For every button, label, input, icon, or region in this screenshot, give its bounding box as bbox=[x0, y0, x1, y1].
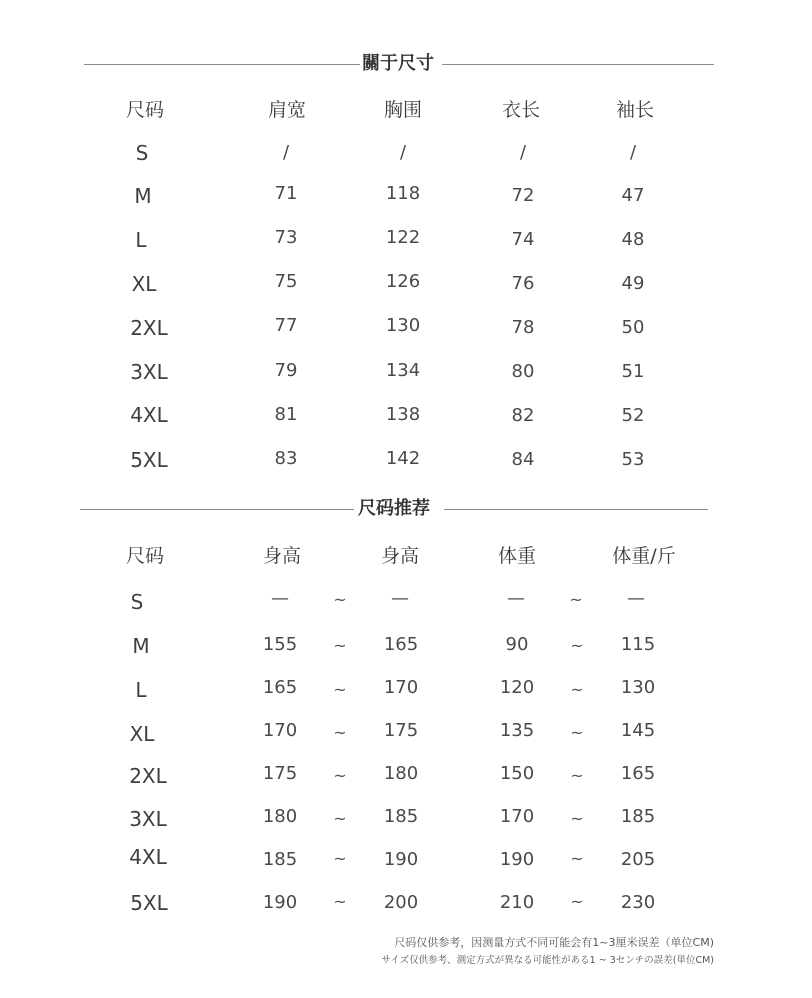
header-shoulder: 肩宽 bbox=[267, 99, 307, 121]
shoulder-value: 73 bbox=[274, 227, 298, 248]
sleeve-value: 50 bbox=[621, 317, 645, 338]
height-max-value: 185 bbox=[383, 806, 419, 827]
weight-min-value: 120 bbox=[499, 677, 535, 698]
divider-left bbox=[84, 64, 360, 65]
chest-value: 126 bbox=[385, 271, 421, 292]
height-min-value: 180 bbox=[262, 806, 298, 827]
weight-max-value: 230 bbox=[620, 892, 656, 913]
shoulder-value: 71 bbox=[274, 183, 298, 204]
section-title-size-info: 關于尺寸 bbox=[362, 53, 434, 74]
range-separator: ~ bbox=[570, 636, 584, 655]
length-value: 74 bbox=[511, 229, 535, 250]
footnote-japanese: サイズ仅供参考、測定方式が異なる可能性がある1 ~ 3センチの誤差(単位CM) bbox=[381, 955, 714, 966]
range-separator: ~ bbox=[333, 636, 347, 655]
size-label: 2XL bbox=[129, 764, 167, 788]
height-max-value: 180 bbox=[383, 763, 419, 784]
header-height-min: 身高 bbox=[262, 545, 302, 567]
chest-value: 118 bbox=[385, 183, 421, 204]
range-separator: ~ bbox=[570, 680, 584, 699]
header-weight-max: 体重/斤 bbox=[612, 545, 676, 567]
weight-min-value: 170 bbox=[499, 806, 535, 827]
sleeve-value: 53 bbox=[621, 449, 645, 470]
range-separator: ~ bbox=[570, 723, 584, 742]
chest-value: 138 bbox=[385, 404, 421, 425]
footnote-chinese: 尺码仅供参考，因测量方式不同可能会有1~3厘米误差（单位CM) bbox=[394, 936, 714, 949]
height-min-value: — bbox=[271, 588, 289, 609]
range-separator: ~ bbox=[333, 766, 347, 785]
size-label: S bbox=[135, 141, 149, 165]
height-min-value: 185 bbox=[262, 849, 298, 870]
range-separator: ~ bbox=[333, 723, 347, 742]
weight-max-value: 165 bbox=[620, 763, 656, 784]
length-value: 78 bbox=[511, 317, 535, 338]
size-label: XL bbox=[129, 722, 155, 746]
shoulder-value: 79 bbox=[274, 360, 298, 381]
sleeve-value: 47 bbox=[621, 185, 645, 206]
shoulder-value: 77 bbox=[274, 315, 298, 336]
size-label: XL bbox=[131, 272, 157, 296]
range-separator: ~ bbox=[333, 892, 347, 911]
sleeve-value: 52 bbox=[621, 405, 645, 426]
chest-value: 142 bbox=[385, 448, 421, 469]
section-title-size-recommendation: 尺码推荐 bbox=[358, 498, 430, 519]
weight-min-value: 150 bbox=[499, 763, 535, 784]
size-label: 5XL bbox=[130, 448, 168, 472]
range-separator: ~ bbox=[570, 849, 584, 868]
header-chest: 胸围 bbox=[383, 99, 423, 121]
header-size: 尺码 bbox=[125, 545, 165, 567]
section-header-size-info bbox=[80, 52, 712, 76]
header-sleeve: 袖长 bbox=[615, 99, 655, 121]
range-separator: ~ bbox=[333, 590, 347, 609]
size-label: S bbox=[130, 590, 144, 614]
size-label: L bbox=[135, 678, 147, 702]
height-max-value: — bbox=[391, 588, 409, 609]
height-min-value: 170 bbox=[262, 720, 298, 741]
divider-right bbox=[444, 509, 708, 510]
height-max-value: 165 bbox=[383, 634, 419, 655]
sleeve-value: 51 bbox=[621, 361, 645, 382]
weight-min-value: 210 bbox=[499, 892, 535, 913]
chest-value: 122 bbox=[385, 227, 421, 248]
header-length: 衣长 bbox=[501, 99, 541, 121]
length-value: / bbox=[519, 142, 527, 163]
length-value: 84 bbox=[511, 449, 535, 470]
sleeve-value: 48 bbox=[621, 229, 645, 250]
section-header-size-recommendation bbox=[80, 497, 712, 521]
range-separator: ~ bbox=[570, 766, 584, 785]
height-max-value: 175 bbox=[383, 720, 419, 741]
size-label: 5XL bbox=[130, 891, 168, 915]
divider-right bbox=[442, 64, 714, 65]
header-weight-min: 体重 bbox=[497, 545, 537, 567]
range-separator: ~ bbox=[333, 849, 347, 868]
header-size: 尺码 bbox=[125, 99, 165, 121]
weight-min-value: 190 bbox=[499, 849, 535, 870]
weight-max-value: 205 bbox=[620, 849, 656, 870]
weight-min-value: 90 bbox=[505, 634, 529, 655]
chest-value: / bbox=[399, 142, 407, 163]
range-separator: ~ bbox=[570, 892, 584, 911]
height-max-value: 200 bbox=[383, 892, 419, 913]
size-label: 4XL bbox=[130, 403, 168, 427]
chest-value: 130 bbox=[385, 315, 421, 336]
weight-max-value: 130 bbox=[620, 677, 656, 698]
length-value: 76 bbox=[511, 273, 535, 294]
shoulder-value: 83 bbox=[274, 448, 298, 469]
sleeve-value: / bbox=[629, 142, 637, 163]
height-min-value: 175 bbox=[262, 763, 298, 784]
weight-max-value: 115 bbox=[620, 634, 656, 655]
length-value: 80 bbox=[511, 361, 535, 382]
size-label: 4XL bbox=[129, 845, 167, 869]
height-max-value: 190 bbox=[383, 849, 419, 870]
size-label: L bbox=[135, 228, 147, 252]
weight-max-value: 145 bbox=[620, 720, 656, 741]
size-label: 2XL bbox=[130, 316, 168, 340]
range-separator: ~ bbox=[333, 809, 347, 828]
weight-min-value: 135 bbox=[499, 720, 535, 741]
chest-value: 134 bbox=[385, 360, 421, 381]
range-separator: ~ bbox=[569, 590, 583, 609]
divider-left bbox=[80, 509, 354, 510]
height-min-value: 165 bbox=[262, 677, 298, 698]
size-label: M bbox=[132, 634, 150, 658]
size-label: 3XL bbox=[129, 807, 167, 831]
shoulder-value: 75 bbox=[274, 271, 298, 292]
height-min-value: 190 bbox=[262, 892, 298, 913]
length-value: 72 bbox=[511, 185, 535, 206]
length-value: 82 bbox=[511, 405, 535, 426]
height-min-value: 155 bbox=[262, 634, 298, 655]
weight-min-value: — bbox=[507, 588, 525, 609]
sleeve-value: 49 bbox=[621, 273, 645, 294]
header-height-max: 身高 bbox=[380, 545, 420, 567]
shoulder-value: / bbox=[282, 142, 290, 163]
weight-max-value: 185 bbox=[620, 806, 656, 827]
shoulder-value: 81 bbox=[274, 404, 298, 425]
size-label: M bbox=[134, 184, 152, 208]
weight-max-value: — bbox=[627, 588, 645, 609]
range-separator: ~ bbox=[333, 680, 347, 699]
size-label: 3XL bbox=[130, 360, 168, 384]
range-separator: ~ bbox=[570, 809, 584, 828]
height-max-value: 170 bbox=[383, 677, 419, 698]
